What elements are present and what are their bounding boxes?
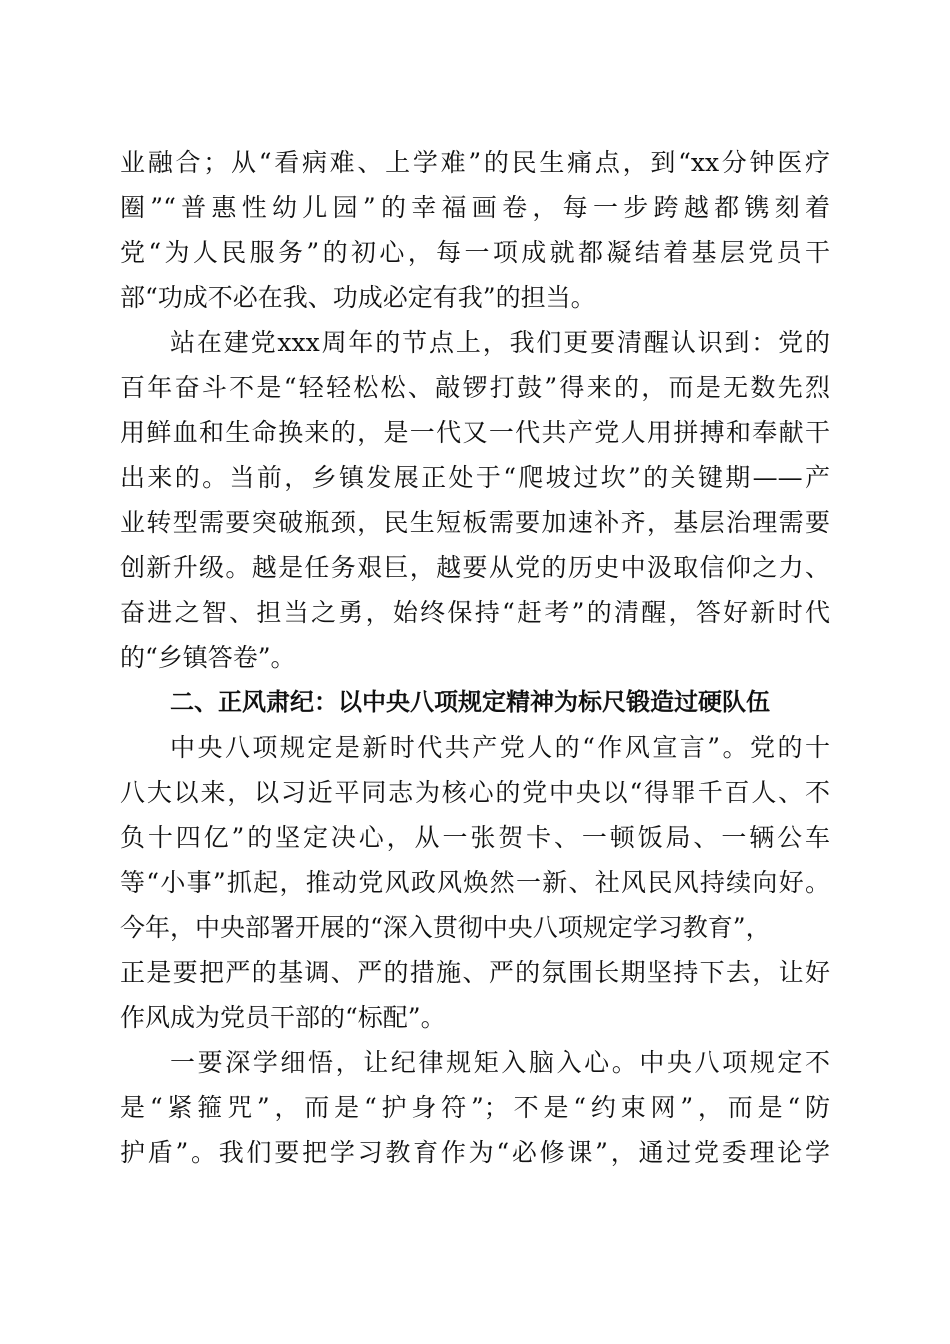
text-line: 的“乡镇答卷”。 [120, 643, 296, 672]
text-line: 部“功成不必在我、功成必定有我”的担当。 [120, 283, 596, 312]
text-line: 负十四亿”的坚定决心，从一张贺卡、一顿饭局、一辆公车 [120, 823, 830, 852]
text-line: 业融合；从“看病难、上学难”的民生痛点，到“xx分钟医疗 [120, 148, 830, 177]
text-line: 护盾”。我们要把学习教育作为“必修课”，通过党委理论学 [120, 1138, 830, 1167]
text-line: 是“紧箍咒”，而是“护身符”；不是“约束网”，而是“防 [120, 1093, 830, 1122]
text-line: 百年奋斗不是“轻轻松松、敲锣打鼓”得来的，而是无数先烈 [120, 373, 830, 402]
heading-line: 二、正风肃纪：以中央八项规定精神为标尺锻造过硬队伍 [170, 688, 770, 716]
text-line: 出来的。当前，乡镇发展正处于“爬坡过坎”的关键期——产 [120, 463, 830, 492]
text-line: 站在建党xxx周年的节点上，我们更要清醒认识到：党的 [170, 328, 830, 357]
document-page [120, 140, 830, 1175]
text-line: 正是要把严的基调、严的措施、严的氛围长期坚持下去，让好 [120, 958, 830, 987]
text-line: 等“小事”抓起，推动党风政风焕然一新、社风民风持续向好。 [120, 868, 830, 897]
text-line: 党“为人民服务”的初心，每一项成就都凝结着基层党员干 [120, 238, 830, 267]
section-heading [120, 680, 830, 725]
text-line: 作风成为党员干部的“标配”。 [120, 1003, 446, 1032]
text-line: 今年，中央部署开展的“深入贯彻中央八项规定学习教育”， [120, 913, 771, 942]
text-line: 一要深学细悟，让纪律规矩入脑入心。中央八项规定不 [170, 1048, 830, 1077]
text-line: 用鲜血和生命换来的，是一代又一代共产党人用拼搏和奉献干 [120, 418, 830, 447]
text-line: 圈”“普惠性幼儿园”的幸福画卷，每一步跨越都镌刻着 [120, 193, 830, 222]
text-line: 业转型需要突破瓶颈，民生短板需要加速补齐，基层治理需要 [120, 508, 830, 537]
text-line: 创新升级。越是任务艰巨，越要从党的历史中汲取信仰之力、 [120, 553, 830, 582]
paragraph [120, 320, 830, 680]
text-line: 八大以来，以习近平同志为核心的党中央以“得罪千百人、不 [120, 778, 830, 807]
paragraph [120, 140, 830, 320]
paragraph [120, 725, 830, 1040]
text-line: 奋进之智、担当之勇，始终保持“赶考”的清醒，答好新时代 [120, 598, 830, 627]
paragraph [120, 1040, 830, 1175]
text-line: 中央八项规定是新时代共产党人的“作风宣言”。党的十 [170, 733, 830, 762]
